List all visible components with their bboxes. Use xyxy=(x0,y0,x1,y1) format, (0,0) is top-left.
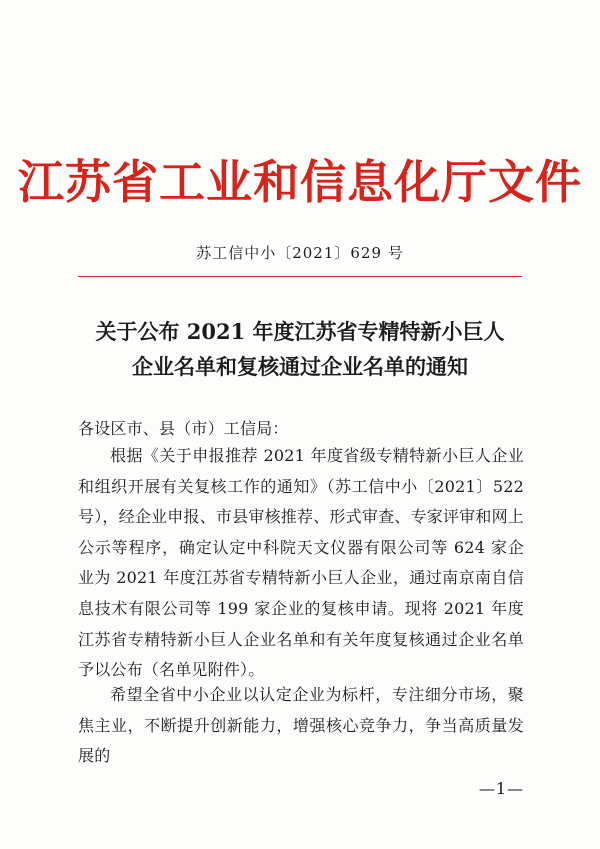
notice-title-line-1: 关于公布 2021 年度江苏省专精特新小巨人 xyxy=(95,319,505,344)
page-number: —1— xyxy=(478,779,524,798)
issuer-header-title: 江苏省工业和信息化厅文件 xyxy=(18,155,582,209)
red-separator-line xyxy=(78,276,522,277)
notice-title-line-2: 企业名单和复核通过企业名单的通知 xyxy=(132,354,468,379)
document-number: 苏工信中小〔2021〕629 号 xyxy=(196,244,404,262)
notice-title xyxy=(60,314,540,384)
body-paragraph-1: 根据《关于申报推荐 2021 年度省级专精特新小巨人企业和组织开展有关复核工作的通知》（苏工信中小〔2021〕522 号），经企业申报、市县审核推荐、形式审查、专家评审和网上公示等程序，确定认定中科院天文仪器有限公司等 624 家企业为 2021 年度江苏省专精特新小巨人企业，通过南京南自信息技术有限公司等 199 家企业的复核申请。现将 2021 年度江苏省专精特新小巨人企业名单和有关年度复核通过企业名单予以公布（名单见附件）。 xyxy=(78,446,524,680)
body-paragraph-2: 希望全省中小企业以认定企业为标杆，专注细分市场，聚焦主业，不断提升创新能力，增强核心竞争力，争当高质量发展的 xyxy=(78,685,524,766)
salutation: 各设区市、县（市）工信局： xyxy=(78,419,289,438)
